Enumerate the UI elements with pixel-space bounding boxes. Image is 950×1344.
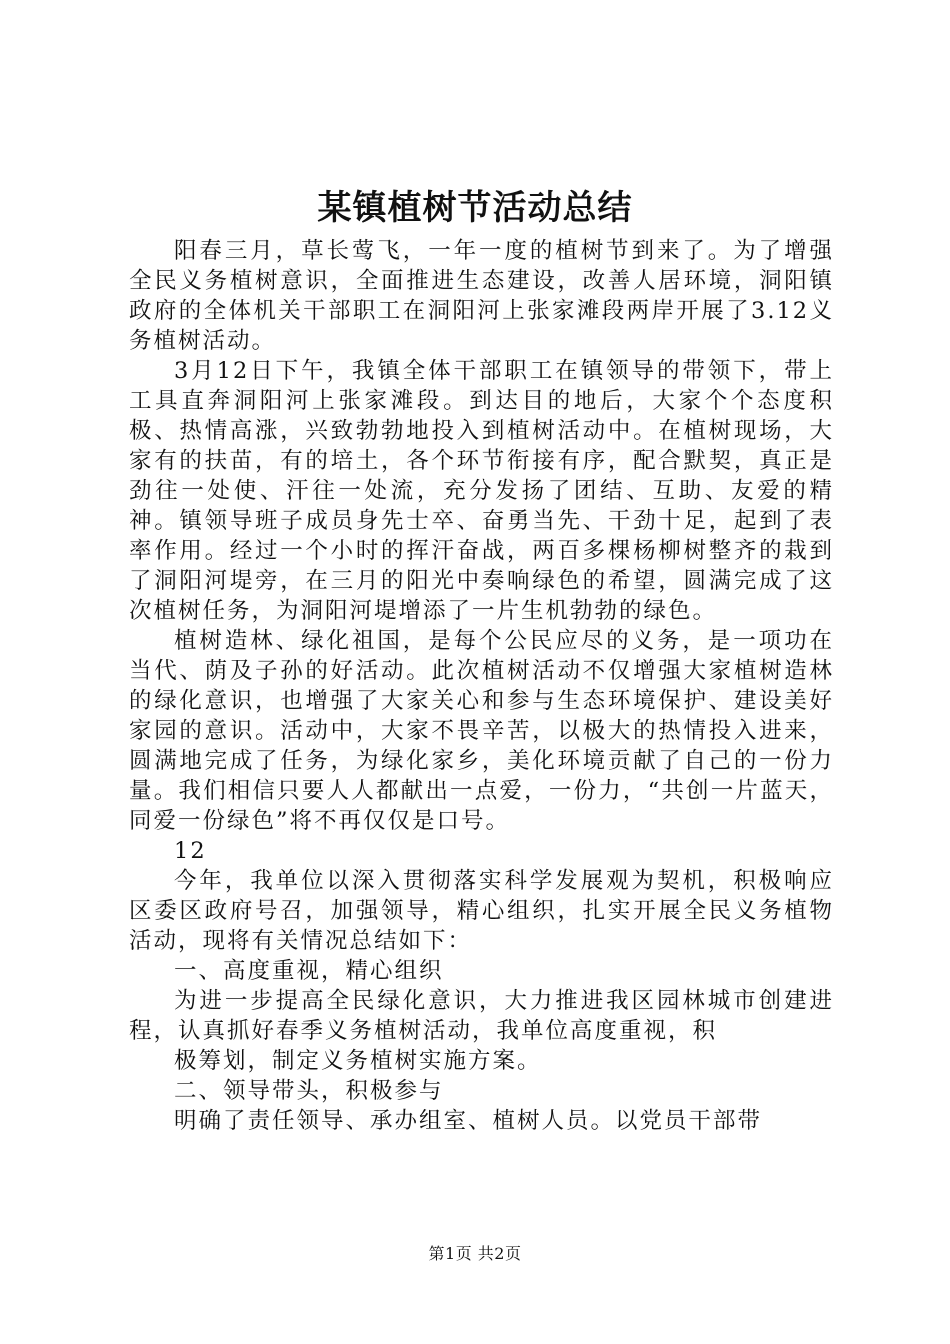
document-title: 某镇植树节活动总结 [317,188,633,228]
paragraph: 极筹划，制定义务植树实施方案。 [174,1048,542,1074]
paragraph: 植树造林、绿化祖国，是每个公民应尽的义务，是一项功在当代、荫及子孙的好活动。此次植树活动不仅增强大家植树造林的绿化意识，也增强了大家关心和参与生态环境保护、建设美好家园的意识。活动中，大家不畏辛苦，以极大的热情投入进来，圆满地完成了任务，为绿化家乡，美化环境贡献了自己的一份力量。我们相信只要人人都献出一点爱，一份力，“共创一片蓝天，同爱一份绿色”将不再仅仅是口号。 [129,628,834,834]
paragraph: 明确了责任领导、承办组室、植树人员。以党员干部带 [174,1108,763,1134]
paragraph: 阳春三月，草长莺飞，一年一度的植树节到来了。为了增强全民义务植树意识，全面推进生态建设，改善人居环境，洞阳镇政府的全体机关干部职工在洞阳河上张家滩段两岸开展了3.12义务植树活动。 [129,238,834,354]
paragraph: 3月12日下午，我镇全体干部职工在镇领导的带领下，带上工具直奔洞阳河上张家滩段。到达目的地后，大家个个态度积极、热情高涨，兴致勃勃地投入到植树活动中。在植树现场，大家有的扶苗，有的培土，各个环节衔接有序，配合默契，真正是劲往一处使、汗往一处流，充分发扬了团结、互助、友爱的精神。镇领导班子成员身先士卒、奋勇当先、干劲十足，起到了表率作用。经过一个小时的挥汗奋战，两百多棵杨柳树整齐的栽到了洞阳河堤旁，在三月的阳光中奏响绿色的希望，圆满完成了这次植树任务，为洞阳河堤增添了一片生机勃勃的绿色。 [129,358,834,624]
section-heading: 二、领导带头，积极参与 [174,1078,444,1104]
paragraph: 12 [174,838,207,864]
document-body [129,236,834,1136]
section-heading: 一、高度重视，精心组织 [174,958,444,984]
page-footer: 第1页 共2页 [428,1244,522,1263]
paragraph: 今年，我单位以深入贯彻落实科学发展观为契机，积极响应区委区政府号召，加强领导，精心组织，扎实开展全民义务植物活动，现将有关情况总结如下： [129,868,834,954]
paragraph: 为进一步提高全民绿化意识，大力推进我区园林城市创建进程，认真抓好春季义务植树活动，我单位高度重视，积 [129,988,834,1044]
